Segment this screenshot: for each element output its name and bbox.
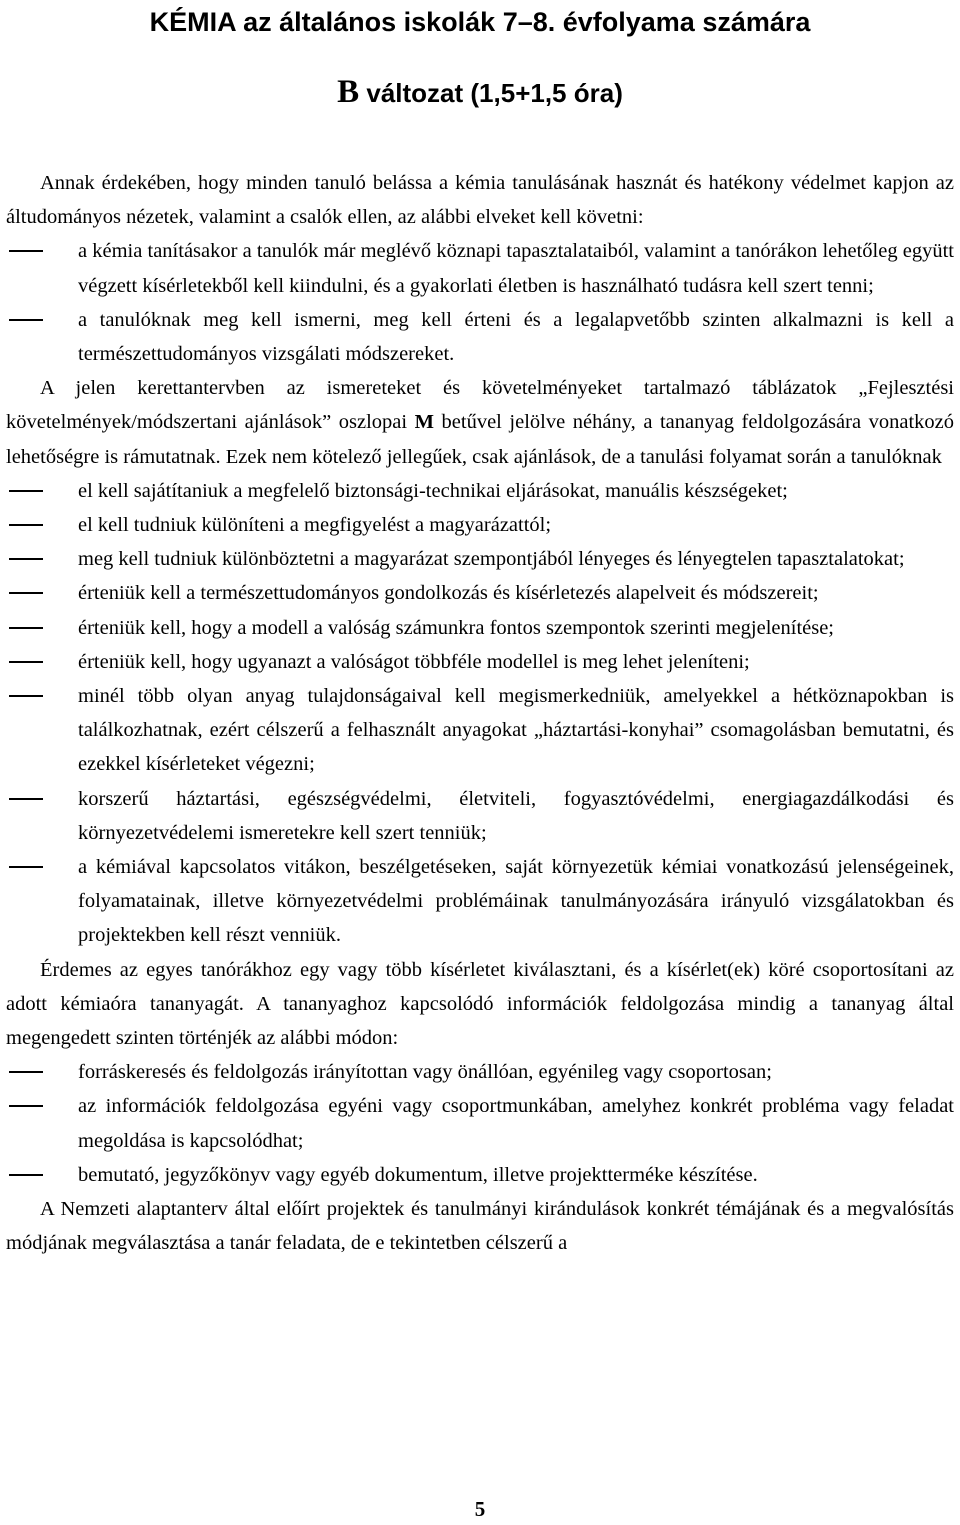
list-item: forráskeresés és feldolgozás irányítottan vagy önállóan, egyénileg vagy csoportosan; bbox=[6, 1055, 954, 1089]
list-item: bemutató, jegyzőkönyv vagy egyéb dokumentum, illetve projektterméke készítése. bbox=[6, 1158, 954, 1192]
information-processing-list bbox=[6, 1055, 954, 1192]
page-subtitle bbox=[0, 72, 960, 113]
list-item: a kémia tanításakor a tanulók már meglévő köznapi tapasztalataiból, valamint a tanórákon lehetőleg együtt végzett kísérletekből kell kiindulni, és a gyakorlati életben is használható tudásra kell szert tenni; bbox=[6, 234, 954, 302]
principles-list bbox=[6, 234, 954, 371]
list-item: el kell tudniuk különíteni a megfigyelést a magyarázattól; bbox=[6, 508, 954, 542]
document-body bbox=[6, 166, 954, 1261]
list-item: a kémiával kapcsolatos vitákon, beszélgetéseken, saját környezetük kémiai vonatkozású jelenségeinek, folyamatainak, illetve környezetvédelmi problémáinak tanulmányozására irányuló vizsgálatokban és projektekben kell részt venniük. bbox=[6, 850, 954, 953]
list-item: az információk feldolgozása egyéni vagy csoportmunkában, amelyhez konkrét probléma vagy feladat megoldása is kapcsolódhat; bbox=[6, 1089, 954, 1157]
page-number: 5 bbox=[474, 1497, 486, 1521]
framework-text-2: betűvel jelölve néhány, a tananyag feldolgozására vonatkozó lehetőségre is rámutatnak. Ezek nem kötelező jellegűek, csak ajánlások, de a tanulási folyamat során a tanulóknak bbox=[6, 411, 954, 468]
list-item: meg kell tudniuk különböztetni a magyarázat szempontjából lényeges és lényegtelen tapasztalatokat; bbox=[6, 542, 954, 576]
list-item: el kell sajátítaniuk a megfelelő biztonsági-technikai eljárásokat, manuális készségeket; bbox=[6, 474, 954, 508]
letter-m: M bbox=[414, 411, 434, 434]
page-title: KÉMIA az általános iskolák 7–8. évfolyama számára bbox=[149, 7, 811, 37]
framework-text-1: A jelen kerettantervben az ismereteket és követelményeket tartalmazó táblázatok „Fejlesztési követelmények/módszertani ajánlások” oszlopai bbox=[6, 377, 954, 434]
list-item: korszerű háztartási, egészségvédelmi, életviteli, fogyasztóvédelmi, energiagazdálkodási és környezetvédelemi ismeretekre kell szert tenniük; bbox=[6, 782, 954, 850]
list-item: érteniük kell, hogy ugyanazt a valóságot többféle modellel is meg lehet jeleníteni; bbox=[6, 645, 954, 679]
list-item: érteniük kell a természettudományos gondolkozás és kísérletezés alapelveit és módszereit; bbox=[6, 576, 954, 610]
student-requirements-list bbox=[6, 474, 954, 953]
list-item: minél több olyan anyag tulajdonságaival kell megismerkedniük, amelyekkel a hétköznapokban is találkozhatnak, ezért célszerű a felhasznált anyagokat „háztartási-konyhai” csomagolásban bemutatni, és ezekkel kísérleteket végezni; bbox=[6, 679, 954, 782]
list-item: érteniük kell, hogy a modell a valóság számunkra fontos szempontok szerinti megjelenítése; bbox=[6, 611, 954, 645]
subtitle-text: változat (1,5+1,5 óra) bbox=[359, 78, 623, 108]
experiment-paragraph: Érdemes az egyes tanórákhoz egy vagy több kísérletet kiválasztani, és a kísérlet(ek) köré csoportosítani az adott kémiaóra tananyagát. A tananyaghoz kapcsolódó információk feldolgozása mindig a tananyag által megengedett szinten történjék az alábbi módon: bbox=[6, 958, 954, 1050]
framework-paragraph bbox=[6, 371, 954, 474]
projects-paragraph: A Nemzeti alaptanterv által előírt projektek és tanulmányi kirándulások konkrét témájának és a megvalósítás módjának megválasztása a tanár feladata, de e tekintetben célszerű a bbox=[6, 1198, 954, 1255]
subtitle-letter: B bbox=[337, 74, 360, 110]
intro-paragraph: Annak érdekében, hogy minden tanuló belássa a kémia tanulásának hasznát és hatékony védelmet kapjon az áltudományos nézetek, valamint a csalók ellen, az alábbi elveket kell követni: bbox=[6, 172, 954, 229]
list-item: a tanulóknak meg kell ismerni, meg kell érteni és a legalapvetőbb szinten alkalmazni is kell a természettudományos vizsgálati módszereket. bbox=[6, 303, 954, 371]
